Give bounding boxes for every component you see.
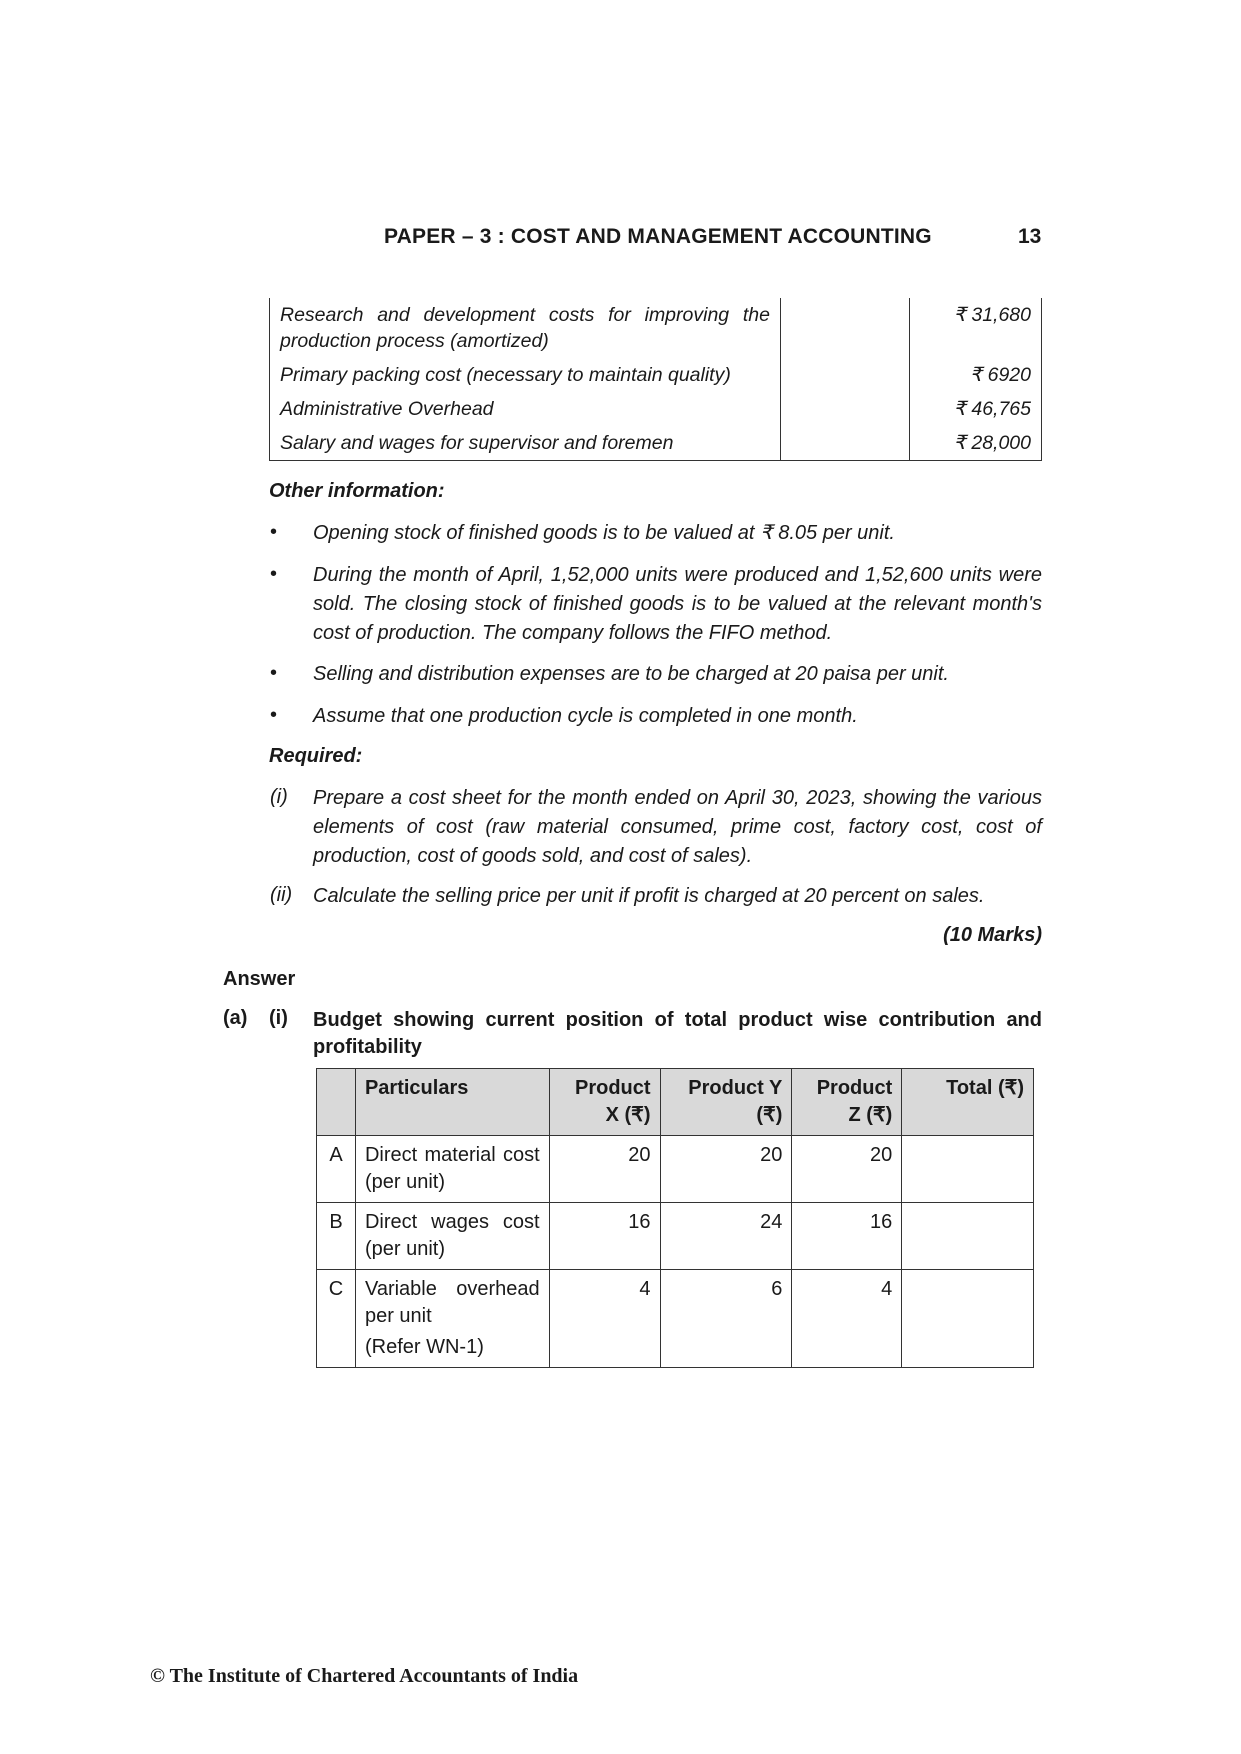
required-item-number: (ii) xyxy=(270,884,293,906)
bullet-item: During the month of April, 1,52,000 units were produced and 1,52,600 units were sold. The closing stock of finished goods is to be valued at the relevant month's cost of production. The company follows the FIFO method. xyxy=(313,564,1042,644)
bullet-icon: • xyxy=(270,704,278,726)
header-particulars: Particulars xyxy=(355,1069,549,1136)
cost-item-row xyxy=(270,298,1042,358)
header-product-z: Product Z (₹) xyxy=(792,1069,902,1136)
cell-product-y: 20 xyxy=(660,1136,792,1203)
bullet-item: Selling and distribution expenses are to be charged at 20 paisa per unit. xyxy=(313,663,949,685)
header-product-y: Product Y (₹) xyxy=(660,1069,792,1136)
row-label: C xyxy=(317,1270,356,1368)
answer-part-label: (a) xyxy=(223,1007,248,1029)
row-particulars: Direct material cost (per unit) xyxy=(355,1136,549,1203)
cost-item-amount: ₹ 6920 xyxy=(910,358,1042,392)
header-total: Total (₹) xyxy=(902,1069,1034,1136)
cell-product-z: 20 xyxy=(792,1136,902,1203)
table-row xyxy=(317,1136,1034,1203)
required-heading: Required: xyxy=(269,745,363,767)
cost-item-amount: ₹ 28,000 xyxy=(910,426,1042,461)
cell-product-y: 6 xyxy=(660,1270,792,1368)
required-item-number: (i) xyxy=(270,786,288,808)
cost-item-blank xyxy=(781,426,910,461)
cost-item-description: Primary packing cost (necessary to maintain quality) xyxy=(270,358,781,392)
header-product-x: Product X (₹) xyxy=(549,1069,660,1136)
row-particulars: Variable overhead per unit xyxy=(364,1278,540,1327)
cost-item-amount: ₹ 46,765 xyxy=(910,392,1042,426)
cost-item-blank xyxy=(781,358,910,392)
budget-table xyxy=(316,1068,1034,1368)
cost-item-blank xyxy=(781,298,910,358)
bullet-icon: • xyxy=(270,521,278,543)
cost-items-table xyxy=(269,298,1042,461)
table-row xyxy=(317,1270,1034,1368)
required-item-text: Prepare a cost sheet for the month ended on April 30, 2023, showing the various elements of cost (raw material consumed, prime cost, factory cost, cost of production, cost of goods sold, and cost of sales). xyxy=(313,787,1042,867)
other-information-heading: Other information: xyxy=(269,480,445,502)
table-row xyxy=(317,1203,1034,1270)
budget-header-row xyxy=(317,1069,1034,1136)
bullet-icon: • xyxy=(270,563,278,585)
cost-item-description: Salary and wages for supervisor and foremen xyxy=(270,426,781,461)
row-particulars: Direct wages cost (per unit) xyxy=(355,1203,549,1270)
header-label-blank xyxy=(317,1069,356,1136)
cost-item-description: Administrative Overhead xyxy=(270,392,781,426)
cell-product-x: 4 xyxy=(549,1270,660,1368)
cost-item-row xyxy=(270,392,1042,426)
required-item-text: Calculate the selling price per unit if profit is charged at 20 percent on sales. xyxy=(313,885,985,907)
row-label: B xyxy=(317,1203,356,1270)
row-note: (Refer WN-1) xyxy=(364,1336,484,1358)
footer-copyright: © The Institute of Chartered Accountants of India xyxy=(150,1665,579,1687)
cell-total xyxy=(902,1203,1034,1270)
answer-subpart-label: (i) xyxy=(269,1007,288,1029)
cost-item-amount: ₹ 31,680 xyxy=(910,298,1042,358)
cell-product-x: 20 xyxy=(549,1136,660,1203)
cost-item-row xyxy=(270,358,1042,392)
answer-heading: Answer xyxy=(223,968,296,990)
cost-item-blank xyxy=(781,392,910,426)
marks-label: (10 Marks) xyxy=(943,924,1042,946)
cell-total xyxy=(902,1270,1034,1368)
page-header-title: PAPER – 3 : COST AND MANAGEMENT ACCOUNTING xyxy=(384,225,932,248)
cell-product-z: 16 xyxy=(792,1203,902,1270)
cost-item-row xyxy=(270,426,1042,461)
answer-title: Budget showing current position of total product wise contribution and profitability xyxy=(313,1009,1042,1058)
bullet-item: Opening stock of finished goods is to be valued at ₹ 8.05 per unit. xyxy=(313,522,895,544)
cost-item-description: Research and development costs for improving the production process (amortized) xyxy=(270,298,781,358)
cell-total xyxy=(902,1136,1034,1203)
row-particulars-cell xyxy=(355,1270,549,1368)
cell-product-z: 4 xyxy=(792,1270,902,1368)
bullet-icon: • xyxy=(270,662,278,684)
row-label: A xyxy=(317,1136,356,1203)
cell-product-x: 16 xyxy=(549,1203,660,1270)
page-number: 13 xyxy=(1018,225,1042,248)
cell-product-y: 24 xyxy=(660,1203,792,1270)
bullet-item: Assume that one production cycle is completed in one month. xyxy=(313,705,858,727)
